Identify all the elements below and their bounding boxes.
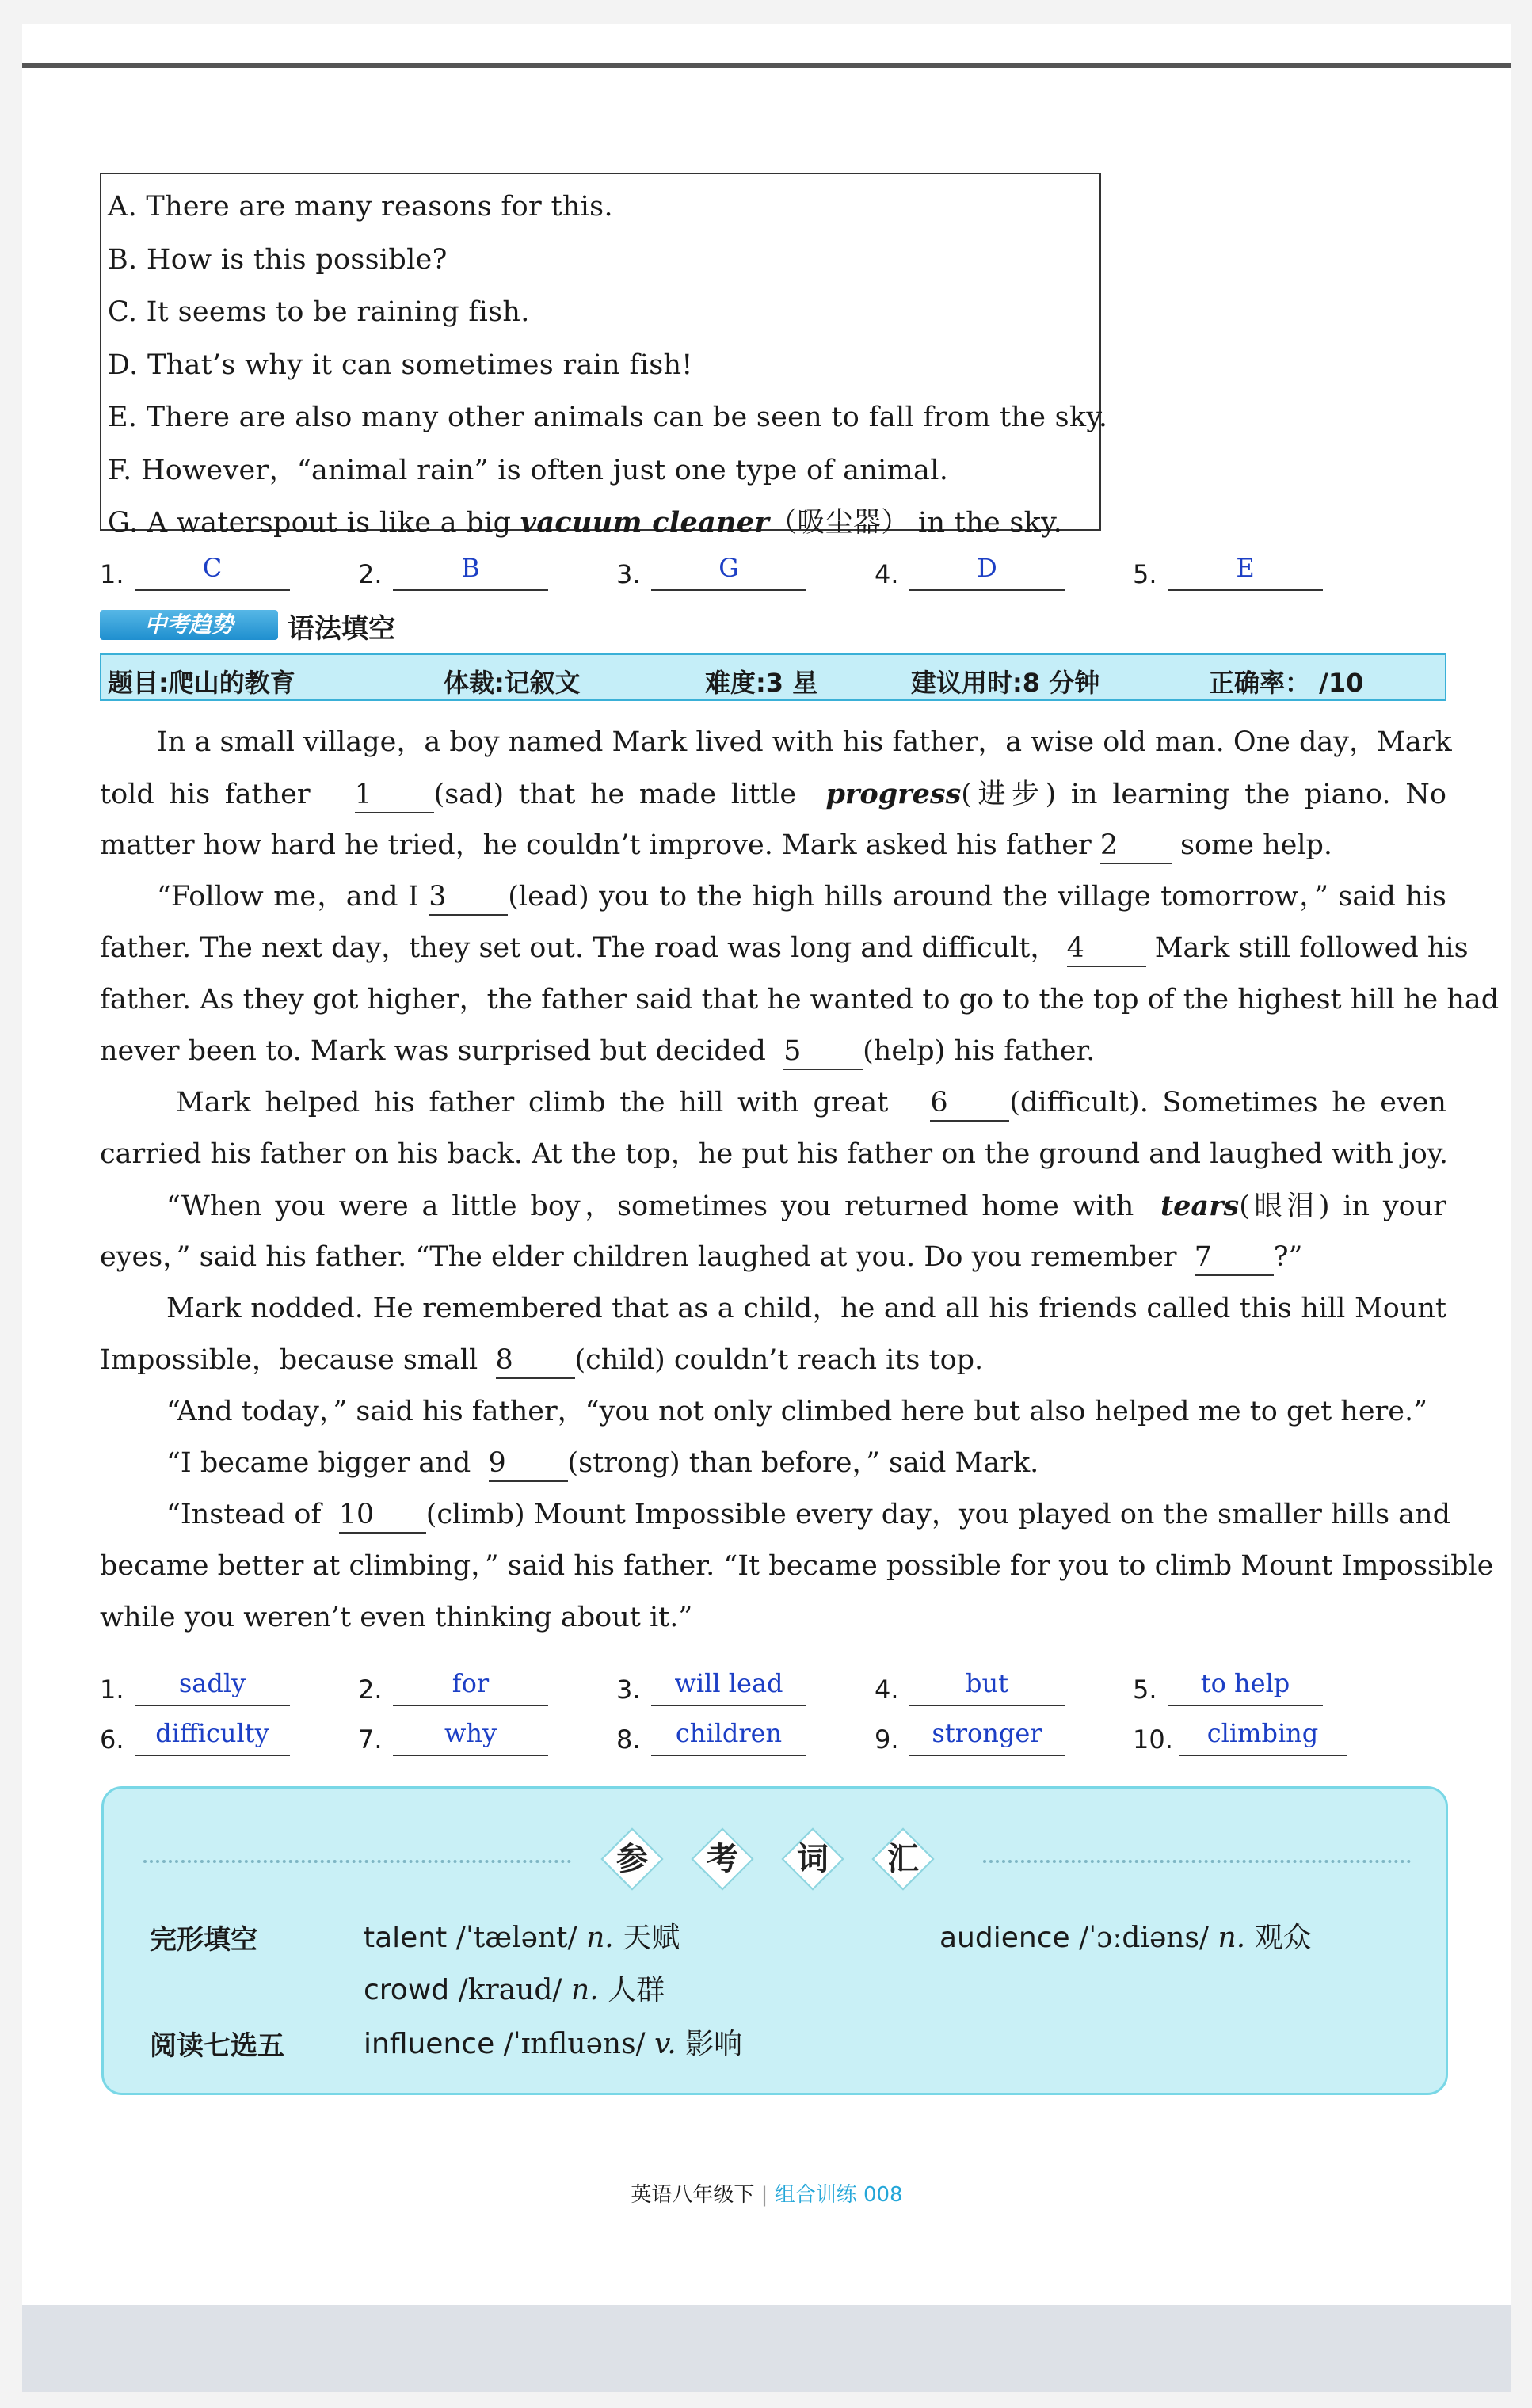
grammar-answer: 4. but	[875, 1663, 1065, 1708]
blank-2[interactable]: 2	[1100, 828, 1172, 864]
answer-blank[interactable]: stronger	[909, 1715, 1065, 1756]
blank-5[interactable]: 5	[783, 1034, 863, 1070]
info-topic: 题目:爬山的教育	[108, 668, 295, 698]
heading-char: 参	[601, 1828, 663, 1890]
info-difficulty: 难度:3 星	[705, 668, 818, 698]
answer-blank[interactable]: difficulty	[135, 1715, 290, 1756]
answer-blank[interactable]: for	[393, 1665, 548, 1706]
reading-answer: 1. C	[100, 548, 290, 592]
answer-blank[interactable]: why	[393, 1715, 548, 1756]
grammar-answer-row-1	[100, 1663, 1367, 1711]
divider	[983, 1860, 1411, 1863]
passage-line: In a small village，a boy named Mark lived with his father，a wise old man. One day，Mark	[157, 726, 1452, 758]
answer-blank[interactable]: G	[651, 550, 806, 591]
blank-10[interactable]: 10	[339, 1497, 426, 1534]
passage-line: “And today，” said his father，“you not only climbed here but also helped me to get here.”	[166, 1396, 1428, 1427]
blank-3[interactable]: 3	[429, 879, 508, 916]
grammar-answer: 1. sadly	[100, 1663, 290, 1708]
section-title: 语法填空	[288, 613, 395, 645]
option-e: E. There are also many other animals can be seen to fall from the sky.	[108, 402, 1108, 433]
section-tag: 中考趋势	[100, 610, 278, 640]
option-a: A. There are many reasons for this.	[108, 191, 613, 223]
passage-line: matter how hard he tried，he couldn’t improve. Mark asked his father 2 some help.	[100, 820, 1446, 871]
vocab-crowd: crowd /kraud/ n. 人群	[364, 1974, 665, 2006]
grammar-answer: 7. why	[358, 1713, 548, 1758]
info-bar	[100, 653, 1446, 701]
answer-blank[interactable]: D	[909, 550, 1065, 591]
top-rule	[22, 63, 1511, 68]
info-time: 建议用时:8 分钟	[911, 668, 1100, 698]
reading-answer: 3. G	[616, 548, 806, 592]
answer-blank[interactable]: to help	[1168, 1665, 1323, 1706]
reading-label: 阅读七选五	[150, 2030, 284, 2062]
answer-blank[interactable]: climbing	[1179, 1715, 1347, 1756]
blank-1[interactable]: 1	[355, 777, 434, 813]
grammar-answer-row-2	[100, 1713, 1367, 1761]
passage-line: father. As they got higher，the father said that he wanted to go to the top of the highest hill he had	[100, 984, 1500, 1015]
passage-line: “Follow me，and I 3 (lead) you to the high hills around the village tomorrow，” said his	[100, 871, 1446, 923]
answer-blank[interactable]: C	[135, 550, 290, 591]
passage-line: never been to. Mark was surprised but decided 5 (help) his father.	[100, 1026, 1446, 1077]
option-d: D. That’s why it can sometimes rain fish!	[108, 349, 693, 381]
grammar-answer: 8. children	[616, 1713, 806, 1758]
answer-blank[interactable]: sadly	[135, 1665, 290, 1706]
vocabulary-box	[101, 1786, 1448, 2095]
vocab-talent: talent /ˈtælənt/ n. 天赋	[364, 1922, 680, 1954]
answer-blank[interactable]: but	[909, 1665, 1065, 1706]
passage-line: while you weren’t even thinking about it.”	[100, 1602, 693, 1633]
cloze-label: 完形填空	[150, 1924, 257, 1956]
bottom-band	[22, 2305, 1511, 2392]
page-footer	[22, 2178, 1511, 2208]
option-f: F. However，“animal rain” is often just one type of animal.	[108, 454, 949, 486]
footer-page-number: 008	[863, 2183, 903, 2207]
passage-line: “When you were a little boy，sometimes you returned home with tears(眼泪) in your	[166, 1190, 1446, 1222]
passage-line: “Instead of 10 (climb) Mount Impossible every day，you played on the smaller hills and	[100, 1489, 1446, 1541]
passage-line: Impossible，because small 8 (child) couldn’t reach its top.	[100, 1335, 1446, 1386]
blank-4[interactable]: 4	[1067, 931, 1146, 967]
passage-line: carried his father on his back. At the top，he put his father on the ground and laughed with joy.	[100, 1138, 1449, 1170]
footer-book: 英语八年级下	[631, 2183, 755, 2207]
options-box	[100, 173, 1108, 539]
grammar-answer: 9. stronger	[875, 1713, 1065, 1758]
footer-section: 组合训练	[774, 2183, 857, 2207]
info-accuracy: 正确率： /10	[1209, 668, 1364, 698]
workbook-page	[22, 24, 1511, 2392]
option-b: B. How is this possible?	[108, 243, 448, 276]
grammar-answer: 5. to help	[1133, 1663, 1323, 1708]
divider	[143, 1860, 571, 1863]
blank-9[interactable]: 9	[489, 1446, 568, 1482]
grammar-answer: 6. difficulty	[100, 1713, 290, 1758]
grammar-answer: 2. for	[358, 1663, 548, 1708]
vocab-influence: influence /ˈɪnfluəns/ v. 影响	[364, 2028, 743, 2060]
passage-line: told his father 1 (sad) that he made little progress(进步) in learning the piano. No	[100, 768, 1446, 820]
passage-line: father. The next day，they set out. The road was long and difficult， 4 Mark still followed his	[100, 923, 1446, 974]
reading-answer: 2. B	[358, 548, 548, 592]
heading-char: 汇	[872, 1828, 934, 1890]
passage-line: Mark helped his father climb the hill with great 6 (difficult). Sometimes he even	[100, 1077, 1446, 1129]
answer-blank[interactable]: children	[651, 1715, 806, 1756]
answer-blank[interactable]: will lead	[651, 1665, 806, 1706]
reading-answer-row	[100, 548, 1367, 596]
grammar-answer: 10. climbing	[1133, 1713, 1347, 1758]
reading-answer: 5. E	[1133, 548, 1323, 592]
option-c: C. It seems to be raining fish.	[108, 296, 530, 328]
blank-8[interactable]: 8	[496, 1343, 575, 1379]
vocab-audience: audience /ˈɔːdiəns/ n. 观众	[939, 1922, 1312, 1954]
grammar-passage	[100, 717, 1500, 1644]
option-g: G. A waterspout is like a big vacuum cleaner（吸尘器） in the sky.	[108, 506, 1063, 539]
info-genre: 体裁:记叙文	[444, 668, 581, 698]
passage-line: eyes，” said his father. “The elder children laughed at you. Do you remember 7 ?”	[100, 1232, 1446, 1283]
blank-6[interactable]: 6	[930, 1085, 1009, 1122]
option-g-keyword: vacuum cleaner	[520, 506, 770, 539]
passage-line: became better at climbing，” said his father. “It became possible for you to climb Mount Impossible	[100, 1550, 1494, 1582]
footer-separator: |	[760, 2183, 768, 2207]
reading-answer: 4. D	[875, 548, 1065, 592]
heading-char: 词	[782, 1828, 844, 1890]
answer-blank[interactable]: B	[393, 550, 548, 591]
heading-char: 考	[692, 1828, 753, 1890]
grammar-answer: 3. will lead	[616, 1663, 806, 1708]
answer-blank[interactable]: E	[1168, 550, 1323, 591]
passage-line: Mark nodded. He remembered that as a child，he and all his friends called this hill Mount	[166, 1293, 1446, 1324]
passage-line: “I became bigger and 9 (strong) than before，” said Mark.	[100, 1438, 1446, 1489]
blank-7[interactable]: 7	[1195, 1240, 1274, 1276]
